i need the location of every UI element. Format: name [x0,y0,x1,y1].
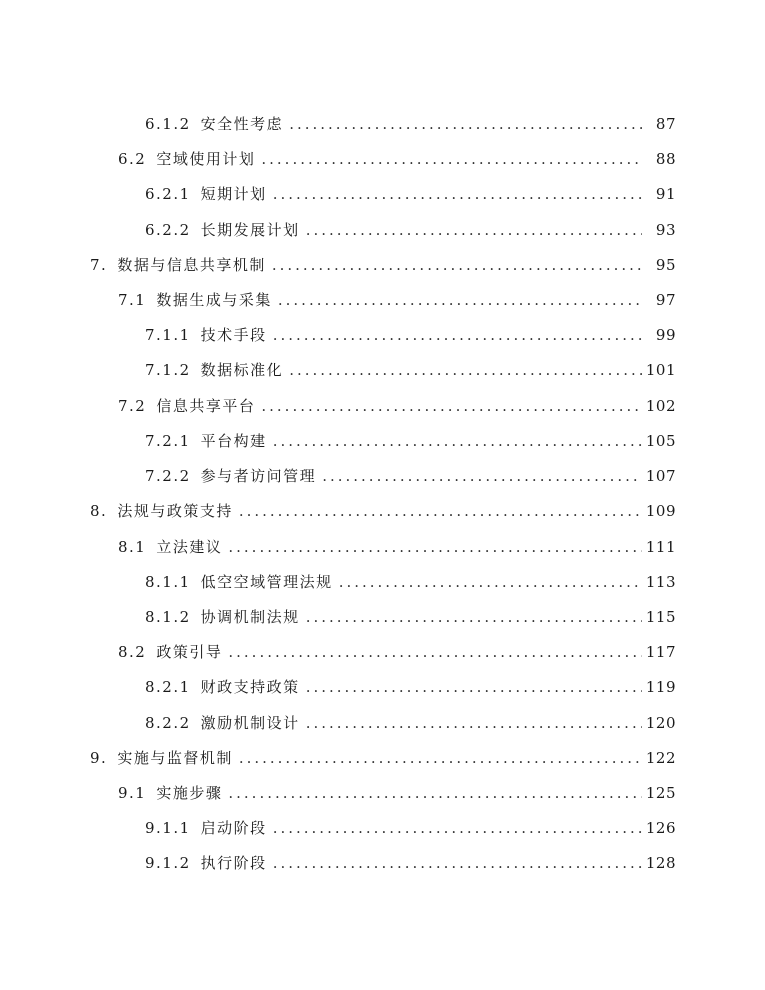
toc-page-number: 95 [655,256,676,274]
toc-section-title: 政策引导 [156,643,223,661]
toc-section-title: 实施与监督机制 [117,749,233,767]
toc-section-title: 启动阶段 [200,819,267,837]
toc-dot-leader [306,711,642,735]
toc-entry-7-2-2[interactable] [145,464,676,488]
toc-page-number: 91 [655,185,676,203]
toc-section-number: 8.1 [118,538,147,556]
toc-section-number: 8.1.1 [145,573,191,591]
toc-section-title: 立法建议 [156,538,223,556]
toc-entry-6-2-2[interactable] [145,218,676,242]
toc-section-number: 8.1.2 [145,608,191,626]
toc-section-title: 安全性考虑 [200,115,284,133]
toc-page-number: 122 [645,749,676,767]
toc-dot-leader [278,288,642,312]
toc-entry-8[interactable] [90,499,676,523]
toc-dot-leader [339,570,642,594]
toc-dot-leader [273,429,642,453]
toc-dot-leader [273,816,642,840]
toc-entry-9[interactable] [90,746,676,770]
toc-page-number: 126 [645,819,676,837]
toc-section-number: 9. [90,749,108,767]
toc-section-number: 8.2.2 [145,714,191,732]
toc-entry-9-1-2[interactable] [145,851,676,875]
toc-dot-leader [289,112,642,136]
toc-page-number: 97 [655,291,676,309]
toc-dot-leader [306,218,642,242]
toc-section-title: 协调机制法规 [200,608,300,626]
toc-section-title: 实施步骤 [156,784,223,802]
toc-page-number: 119 [645,678,676,696]
toc-page-number: 101 [645,361,676,379]
toc-entry-7-1[interactable] [118,288,676,312]
toc-section-number: 7.2.1 [145,432,191,450]
toc-dot-leader [306,675,642,699]
toc-page-number: 109 [645,502,676,520]
toc-entry-8-2-2[interactable] [145,711,676,735]
toc-section-title: 参与者访问管理 [200,467,317,485]
toc-section-number: 7.1.2 [145,361,191,379]
toc-section-number: 7.1 [118,291,147,309]
toc-page-number: 88 [655,150,676,168]
toc-section-title: 激励机制设计 [200,714,300,732]
toc-section-number: 9.1.2 [145,854,191,872]
toc-page-number: 107 [645,467,676,485]
toc-page-number: 115 [645,608,676,626]
toc-entry-7[interactable] [90,253,676,277]
toc-entry-6-2-1[interactable] [145,182,676,206]
toc-entry-8-1-2[interactable] [145,605,676,629]
toc-entry-6-1-2[interactable] [145,112,676,136]
toc-dot-leader [239,499,642,523]
toc-section-number: 7.2 [118,397,147,415]
toc-section-number: 7.2.2 [145,467,191,485]
toc-section-title: 低空空域管理法规 [200,573,333,591]
toc-dot-leader [239,746,642,770]
toc-section-title: 财政支持政策 [200,678,300,696]
toc-section-number: 6.2 [118,150,147,168]
toc-section-number: 8. [90,502,108,520]
toc-dot-leader [228,781,641,805]
toc-entry-7-1-2[interactable] [145,358,676,382]
toc-dot-leader [306,605,642,629]
toc-dot-leader [261,147,642,171]
toc-entry-9-1[interactable] [118,781,676,805]
toc-entry-8-1[interactable] [118,535,676,559]
toc-section-number: 6.1.2 [145,115,191,133]
toc-section-title: 数据生成与采集 [156,291,272,309]
toc-dot-leader [289,358,642,382]
toc-page-number: 102 [645,397,676,415]
toc-page-number: 93 [655,221,676,239]
toc-entry-6-2[interactable] [118,147,676,171]
toc-section-number: 8.2 [118,643,147,661]
toc-section-title: 空域使用计划 [156,150,256,168]
toc-section-number: 7.1.1 [145,326,191,344]
toc-dot-leader [228,535,641,559]
toc-page-number: 113 [645,573,676,591]
toc-section-title: 执行阶段 [200,854,267,872]
toc-dot-leader [228,640,641,664]
toc-entry-8-2-1[interactable] [145,675,676,699]
toc-section-title: 长期发展计划 [200,221,300,239]
toc-dot-leader [273,323,642,347]
toc-entry-9-1-1[interactable] [145,816,676,840]
toc-section-number: 9.1 [118,784,147,802]
toc-page-number: 125 [645,784,676,802]
toc-section-title: 数据标准化 [200,361,284,379]
toc-page-number: 105 [645,432,676,450]
toc-entry-7-1-1[interactable] [145,323,676,347]
toc-section-title: 信息共享平台 [156,397,256,415]
toc-dot-leader [261,394,641,418]
toc-entry-7-2-1[interactable] [145,429,676,453]
toc-section-title: 数据与信息共享机制 [117,256,266,274]
toc-section-title: 技术手段 [200,326,267,344]
toc-entry-7-2[interactable] [118,394,676,418]
toc-page-number: 99 [655,326,676,344]
toc-section-title: 法规与政策支持 [117,502,233,520]
toc-page-number: 111 [645,538,676,556]
toc-entry-8-1-1[interactable] [145,570,676,594]
toc-page-number: 120 [645,714,676,732]
toc-section-number: 9.1.1 [145,819,191,837]
toc-section-number: 8.2.1 [145,678,191,696]
toc-section-number: 6.2.2 [145,221,191,239]
toc-section-number: 7. [90,256,108,274]
toc-page-number: 128 [645,854,676,872]
toc-section-title: 短期计划 [200,185,267,203]
toc-section-number: 6.2.1 [145,185,191,203]
toc-dot-leader [272,253,642,277]
toc-dot-leader [273,851,642,875]
toc-section-title: 平台构建 [200,432,267,450]
toc-page-number: 87 [655,115,676,133]
toc-dot-leader [322,464,642,488]
toc-entry-8-2[interactable] [118,640,676,664]
toc-page-number: 117 [645,643,676,661]
toc-dot-leader [273,182,642,206]
